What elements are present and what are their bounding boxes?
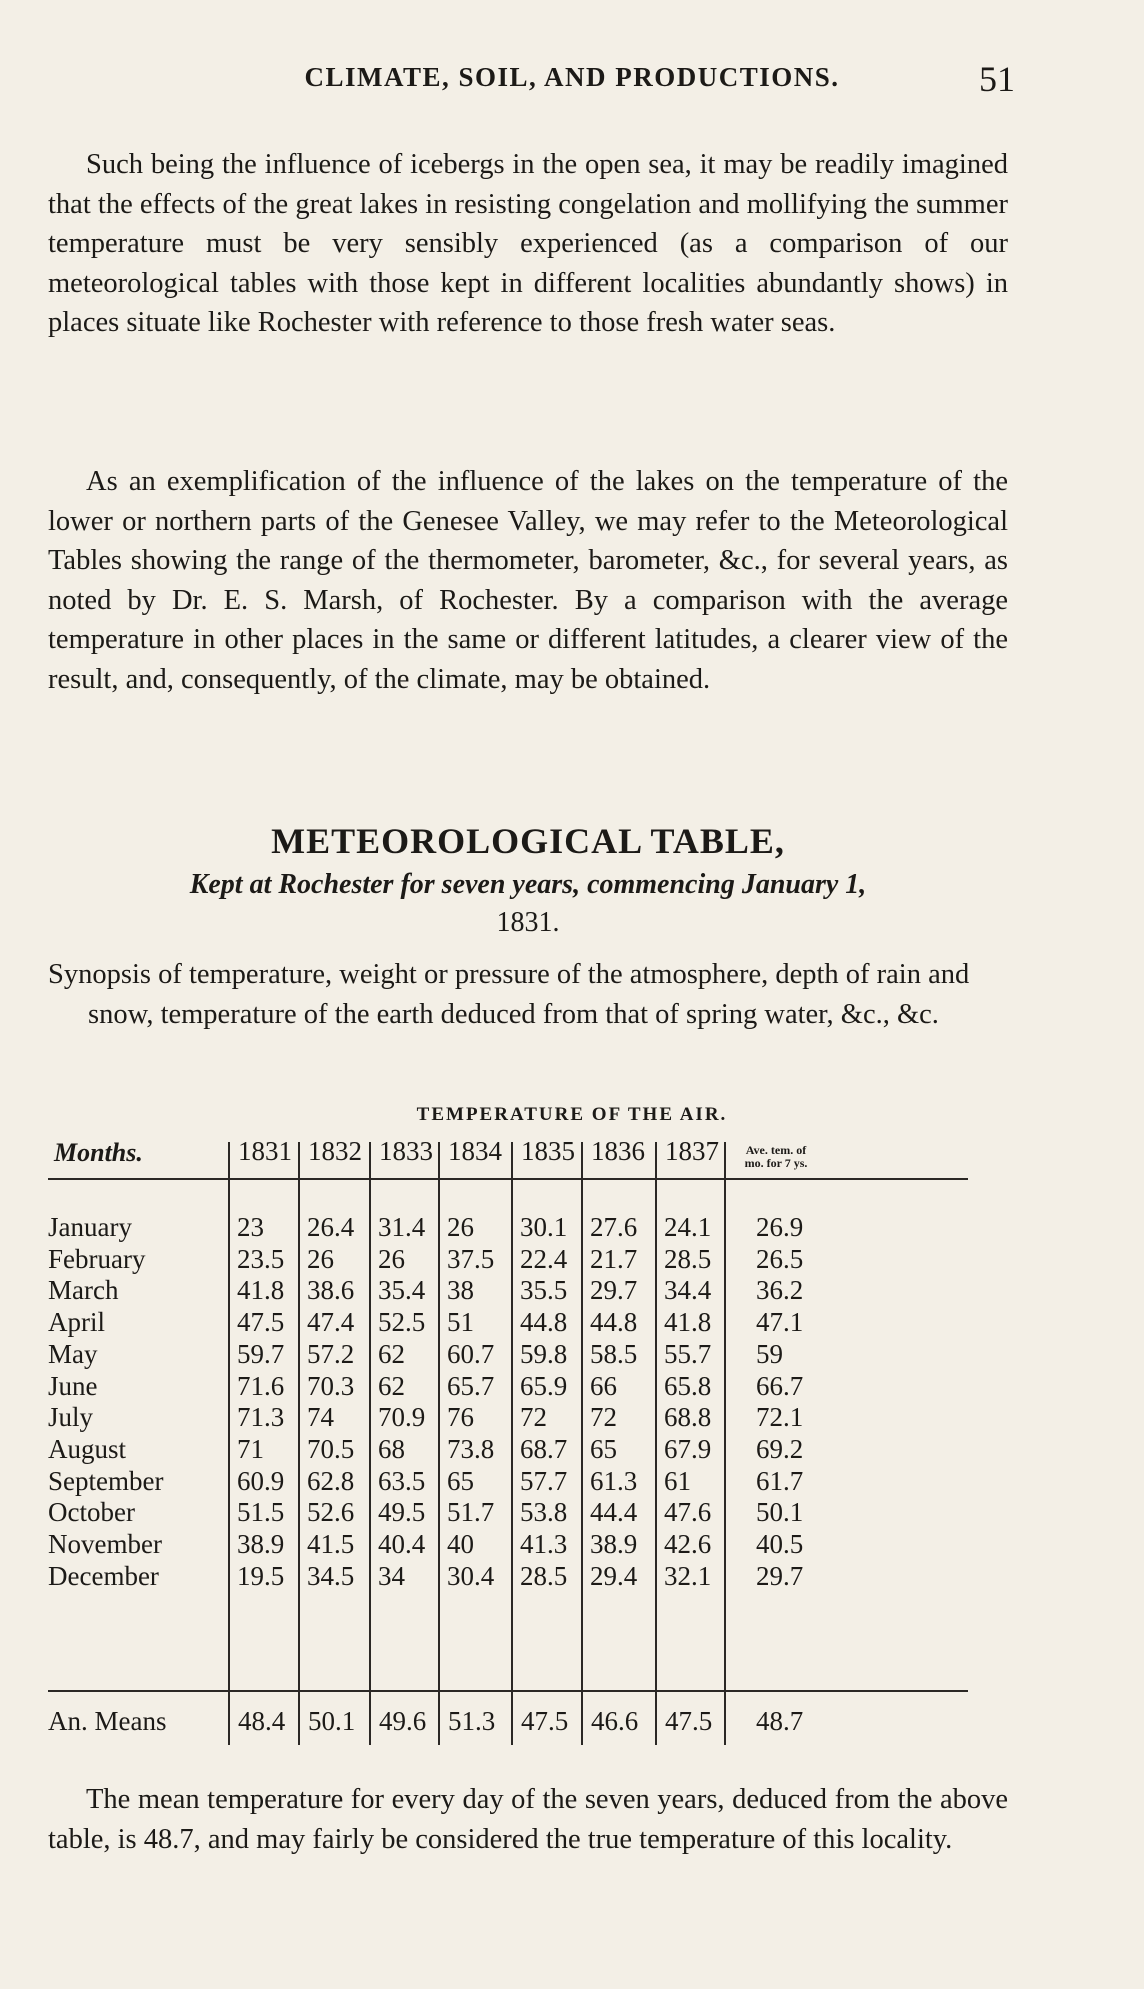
synopsis [48,955,1008,1035]
temperature-value: 52.5 [378,1307,426,1338]
temperature-value: 35.5 [520,1275,568,1306]
column-rule [724,1142,726,1745]
temperature-value: 41.8 [237,1275,285,1306]
temperature-value: 29.7 [590,1275,638,1306]
temperature-value: 65.9 [520,1370,568,1401]
temperature-value: 71.6 [237,1370,285,1401]
temperature-value: 28.5 [520,1560,568,1591]
temperature-value: 44.4 [590,1497,638,1528]
temperature-value: 74 [307,1402,334,1433]
temperature-value: 44.8 [520,1307,568,1338]
temperature-value: 34 [378,1560,405,1591]
temperature-value: 31.4 [378,1212,426,1242]
month-label: November [48,1529,162,1559]
temperature-value: 68.7 [520,1433,568,1464]
average-value: 69.2 [756,1433,804,1464]
temperature-value: 58.5 [590,1338,638,1369]
month-label: October [48,1497,135,1528]
month-label: June [48,1370,98,1401]
temperature-value: 23 [237,1212,264,1242]
temperature-value: 34.5 [307,1560,355,1591]
temperature-value: 63.5 [378,1465,426,1496]
months-header: Months. [54,1138,143,1167]
temperature-value: 62 [378,1370,405,1401]
year-header: 1832 [308,1136,362,1166]
year-header: 1835 [521,1136,575,1166]
average-value: 72.1 [756,1402,804,1433]
column-rule [511,1142,513,1745]
temperature-value: 52.6 [307,1497,355,1528]
paragraph-icebergs [48,145,1008,343]
temperature-value: 62 [378,1338,405,1369]
temperature-value: 28.5 [664,1243,712,1274]
temperature-value: 71 [237,1433,264,1464]
average-value: 26.5 [756,1243,804,1274]
temperature-table [48,1130,1028,1770]
temperature-value: 42.6 [664,1529,712,1559]
temperature-value: 70.5 [307,1433,355,1464]
mean-value: 47.5 [665,1706,713,1736]
temperature-value: 26 [307,1243,334,1274]
temperature-value: 65.7 [447,1370,495,1401]
year-header: 1837 [665,1136,719,1166]
temperature-value: 47.6 [664,1497,712,1528]
temperature-value: 38.6 [307,1275,355,1306]
temperature-value: 62.8 [307,1465,355,1496]
table-caption: TEMPERATURE OF THE AIR. [416,1104,728,1125]
month-label: March [48,1275,119,1306]
temperature-value: 41.3 [520,1529,568,1559]
column-rule [581,1142,583,1745]
temperature-value: 53.8 [520,1497,568,1528]
temperature-value: 55.7 [664,1338,712,1369]
month-label: December [48,1560,159,1591]
average-value: 36.2 [756,1275,804,1306]
column-rule [369,1142,371,1745]
temperature-value: 32.1 [664,1560,712,1591]
mean-value: 51.3 [448,1706,496,1736]
temperature-value: 65 [447,1465,474,1496]
temperature-value: 65 [590,1433,617,1464]
month-label: April [48,1307,105,1338]
temperature-value: 27.6 [590,1212,638,1242]
temperature-value: 41.8 [664,1307,712,1338]
average-header [728,1144,824,1170]
column-rule [655,1142,657,1745]
temperature-value: 59.7 [237,1338,285,1369]
temperature-value: 60.9 [237,1465,285,1496]
month-label: May [48,1338,98,1369]
closing-paragraph [48,1780,1008,1860]
temperature-value: 57.7 [520,1465,568,1496]
temperature-value: 70.9 [378,1402,426,1433]
column-rule [228,1142,230,1745]
temperature-value: 68.8 [664,1402,712,1433]
temperature-value: 26 [378,1243,405,1274]
temperature-value: 34.4 [664,1275,712,1306]
temperature-value: 47.4 [307,1307,355,1338]
temperature-value: 57.2 [307,1338,355,1369]
temperature-value: 35.4 [378,1275,426,1306]
temperature-value: 30.1 [520,1212,568,1242]
temperature-value: 66 [590,1370,617,1401]
row-rule [48,1690,968,1692]
temperature-value: 40.4 [378,1529,426,1559]
month-label: January [48,1212,132,1242]
temperature-value: 23.5 [237,1243,285,1274]
average-value: 59 [756,1338,783,1369]
table-subtitle-year: 1831. [496,907,560,938]
month-label: July [48,1402,94,1433]
temperature-value: 61.3 [590,1465,638,1496]
temperature-value: 41.5 [307,1529,355,1559]
temperature-value: 51.7 [447,1497,495,1528]
mean-value: 49.6 [379,1706,427,1736]
temperature-value: 38 [447,1275,474,1306]
temperature-value: 40 [447,1529,474,1559]
paragraph-text: Such being the influence of icebergs in the open sea, it may be readily imagined that the effects of the great lakes in resisting congelation and mollifying the summer temperature must be very sensibly experienced (as a comparison of our meteorological tables with those kept in different localities abundantly shows) in places situate like Rochester with reference to those fresh water seas. [48,149,1008,339]
mean-average-value: 48.7 [756,1706,804,1736]
mean-value: 46.6 [591,1706,639,1736]
temperature-value: 73.8 [447,1433,495,1464]
year-header: 1831 [238,1136,292,1166]
average-value: 26.9 [756,1212,804,1242]
running-title: CLIMATE, SOIL, AND PRODUCTIONS. [304,62,840,92]
column-rule [438,1142,440,1745]
temperature-value: 71.3 [237,1402,285,1433]
month-label: August [48,1433,127,1464]
average-header-line: Ave. tem. of [745,1143,807,1157]
temperature-value: 65.8 [664,1370,712,1401]
temperature-value: 44.8 [590,1307,638,1338]
temperature-value: 67.9 [664,1433,712,1464]
temperature-value: 68 [378,1433,405,1464]
temperature-value: 30.4 [447,1560,495,1591]
paragraph-text: The mean temperature for every day of the seven years, deduced from the above table, is 48.7, and may fairly be considered the true temperature of this locality. [48,1784,1008,1855]
temperature-value: 76 [447,1402,474,1433]
temperature-value: 37.5 [447,1243,495,1274]
column-rule [298,1142,300,1745]
paragraph-lakes [48,462,1008,700]
temperature-value: 59.8 [520,1338,568,1369]
month-label: September [48,1465,164,1496]
mean-value: 48.4 [238,1706,286,1736]
temperature-value: 19.5 [237,1560,285,1591]
temperature-value: 26 [447,1212,474,1242]
temperature-value: 51.5 [237,1497,285,1528]
table-title: METEOROLOGICAL TABLE, [271,821,785,861]
temperature-value: 29.4 [590,1560,638,1591]
means-label: An. Means [48,1706,167,1736]
average-value: 29.7 [756,1560,804,1591]
average-value: 66.7 [756,1370,804,1401]
temperature-value: 72 [590,1402,617,1433]
year-header: 1834 [448,1136,502,1166]
temperature-value: 21.7 [590,1243,638,1274]
paragraph-text: As an exemplification of the influence of the lakes on the temperature of the lower or northern parts of the Genesee Valley, we may refer to the Meteorological Tables showing the range of the thermometer, barometer, &c., for several years, as noted by Dr. E. S. Marsh, of Rochester. By a comparison with the average temperature in other places in the same or different latitudes, a clearer view of the result, and, consequently, of the climate, may be obtained. [48,466,1008,695]
year-header: 1836 [591,1136,645,1166]
month-label: February [48,1243,146,1274]
temperature-value: 47.5 [237,1307,285,1338]
temperature-value: 38.9 [590,1529,638,1559]
average-value: 61.7 [756,1465,804,1496]
temperature-value: 70.3 [307,1370,355,1401]
row-rule [48,1178,968,1180]
table-subtitle-line: Kept at Rochester for seven years, commencing January 1, [189,869,867,900]
mean-value: 50.1 [308,1706,356,1736]
average-value: 47.1 [756,1307,804,1338]
average-value: 40.5 [756,1529,804,1559]
mean-value: 47.5 [521,1706,569,1736]
temperature-value: 26.4 [307,1212,355,1242]
page-number: 51 [979,59,1015,99]
temperature-value: 24.1 [664,1212,712,1242]
temperature-value: 22.4 [520,1243,568,1274]
temperature-value: 72 [520,1402,547,1433]
running-header [0,59,1144,102]
table-subtitle [48,866,1008,942]
temperature-value: 61 [664,1465,691,1496]
temperature-value: 60.7 [447,1338,495,1369]
synopsis-text: Synopsis of temperature, weight or pressure of the atmosphere, depth of rain and snow, temperature of the earth deduced from that of spring water, &c., &c. [48,959,970,1030]
year-header: 1833 [379,1136,433,1166]
temperature-value: 49.5 [378,1497,426,1528]
temperature-value: 38.9 [237,1529,285,1559]
average-header-line: mo. for 7 ys. [744,1156,808,1170]
average-value: 50.1 [756,1497,804,1528]
temperature-value: 51 [447,1307,474,1338]
